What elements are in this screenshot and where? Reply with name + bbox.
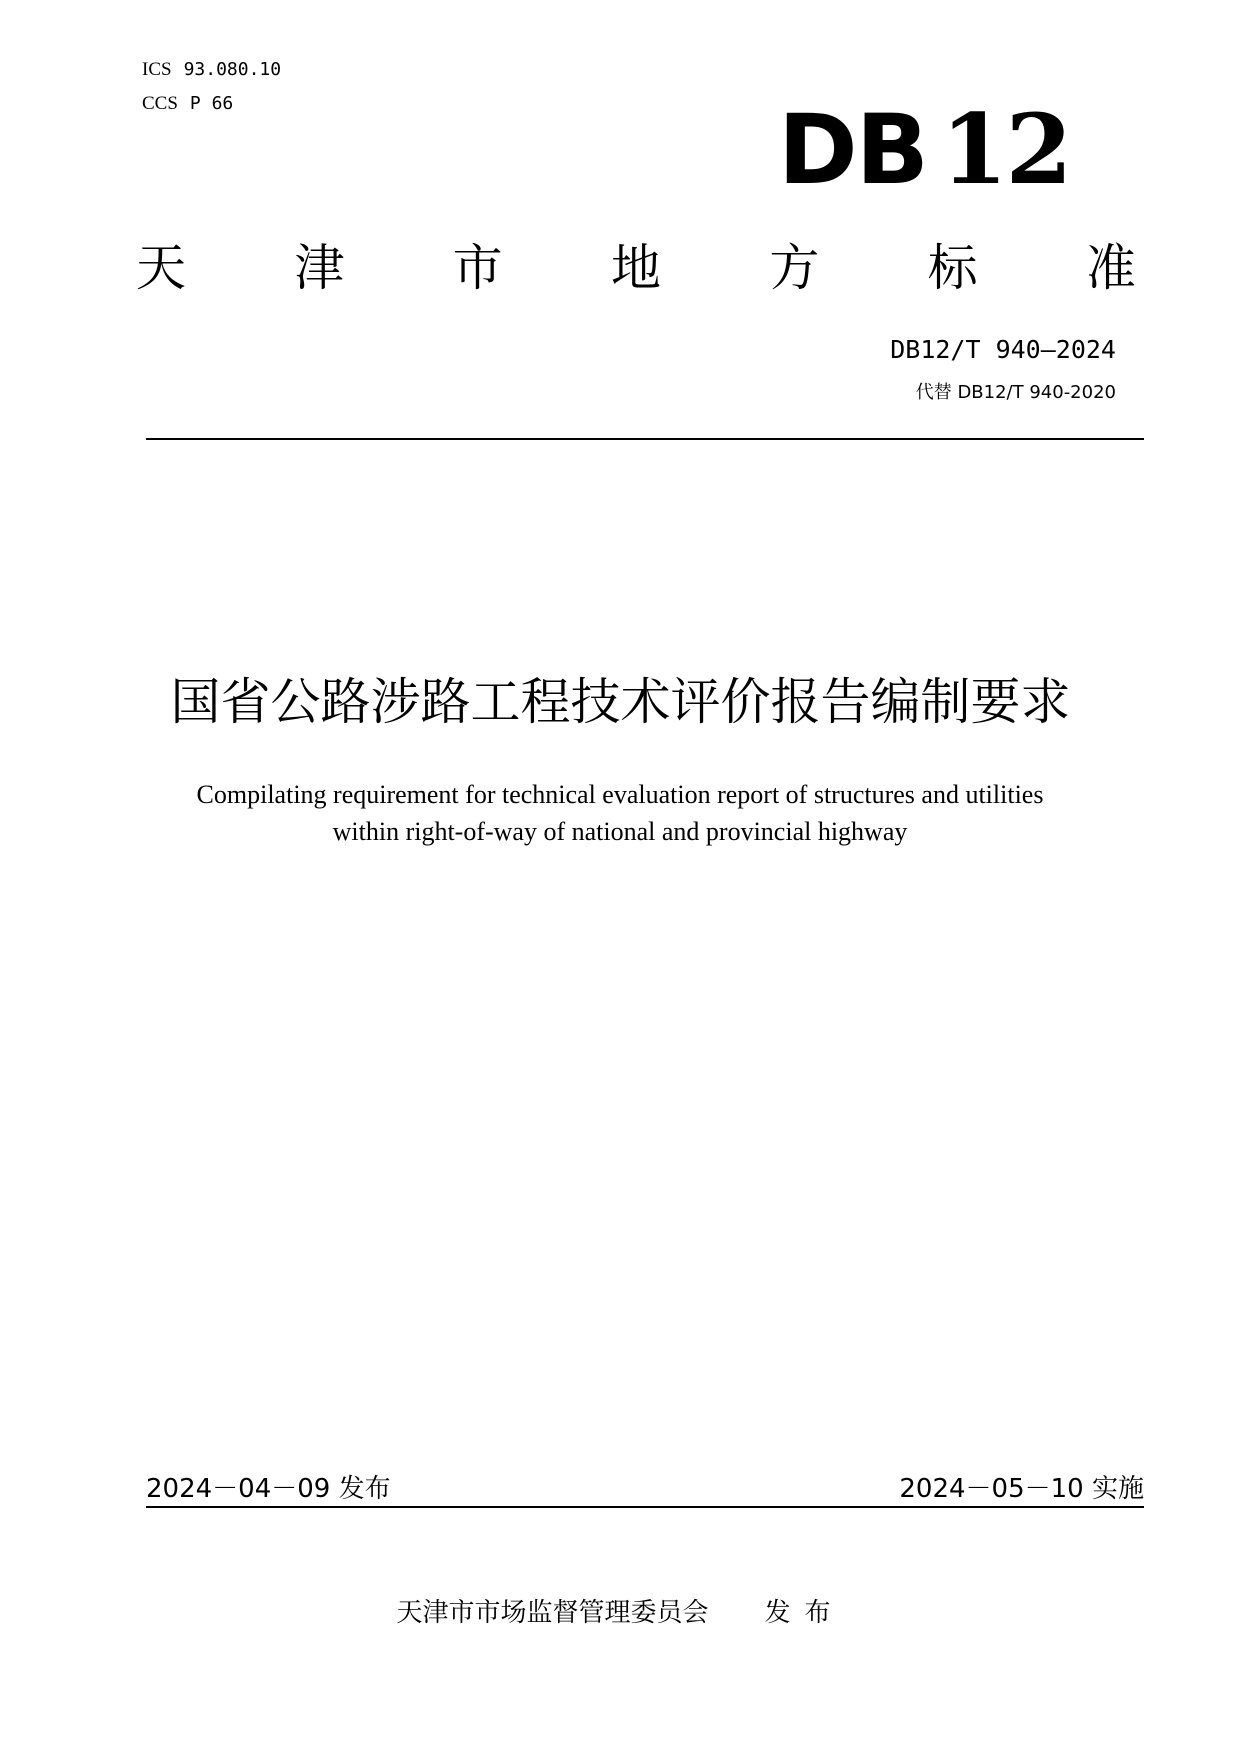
logo-prefix: DB xyxy=(778,94,927,206)
header-divider xyxy=(146,438,1144,440)
standard-type-char: 标 xyxy=(927,239,978,297)
date-divider xyxy=(146,1506,1144,1508)
replaces-standard: 代替 DB12/T 940-2020 xyxy=(915,382,1116,403)
standard-type-char: 津 xyxy=(294,239,345,297)
standard-type-char: 市 xyxy=(452,239,503,297)
publisher-organization: 天津市市场监督管理委员会 xyxy=(396,1598,709,1628)
publisher-line xyxy=(0,1592,1241,1629)
logo-number: 12 xyxy=(940,93,1071,206)
standard-number: DB12/T 940—2024 xyxy=(890,335,1116,364)
ccs-code: P 66 xyxy=(189,93,234,114)
standard-type-char: 方 xyxy=(769,239,820,297)
ccs-code-row xyxy=(142,92,233,115)
standard-type-char: 准 xyxy=(1085,239,1136,297)
document-title-english xyxy=(120,776,1120,850)
standard-type-char: 天 xyxy=(136,239,186,297)
db-standard-logo xyxy=(778,93,1071,206)
ccs-label: CCS xyxy=(142,93,178,114)
implementation-date: 2024－05－10 实施 xyxy=(899,1474,1144,1504)
issue-date: 2024－04－09 发布 xyxy=(146,1474,391,1504)
document-title-chinese: 国省公路涉路工程技术评价报告编制要求 xyxy=(170,673,1071,731)
title-english-line-1: Compilating requirement for technical evaluation report of structures and utilities xyxy=(196,780,1044,809)
publish-action: 发布 xyxy=(764,1598,845,1628)
standard-type-char: 地 xyxy=(610,239,661,297)
standard-type-heading xyxy=(136,238,1136,298)
ics-code-row xyxy=(142,58,281,81)
title-english-line-2: within right-of-way of national and provincial highway xyxy=(332,817,908,846)
ics-label: ICS xyxy=(142,59,172,80)
ics-code: 93.080.10 xyxy=(183,59,282,80)
